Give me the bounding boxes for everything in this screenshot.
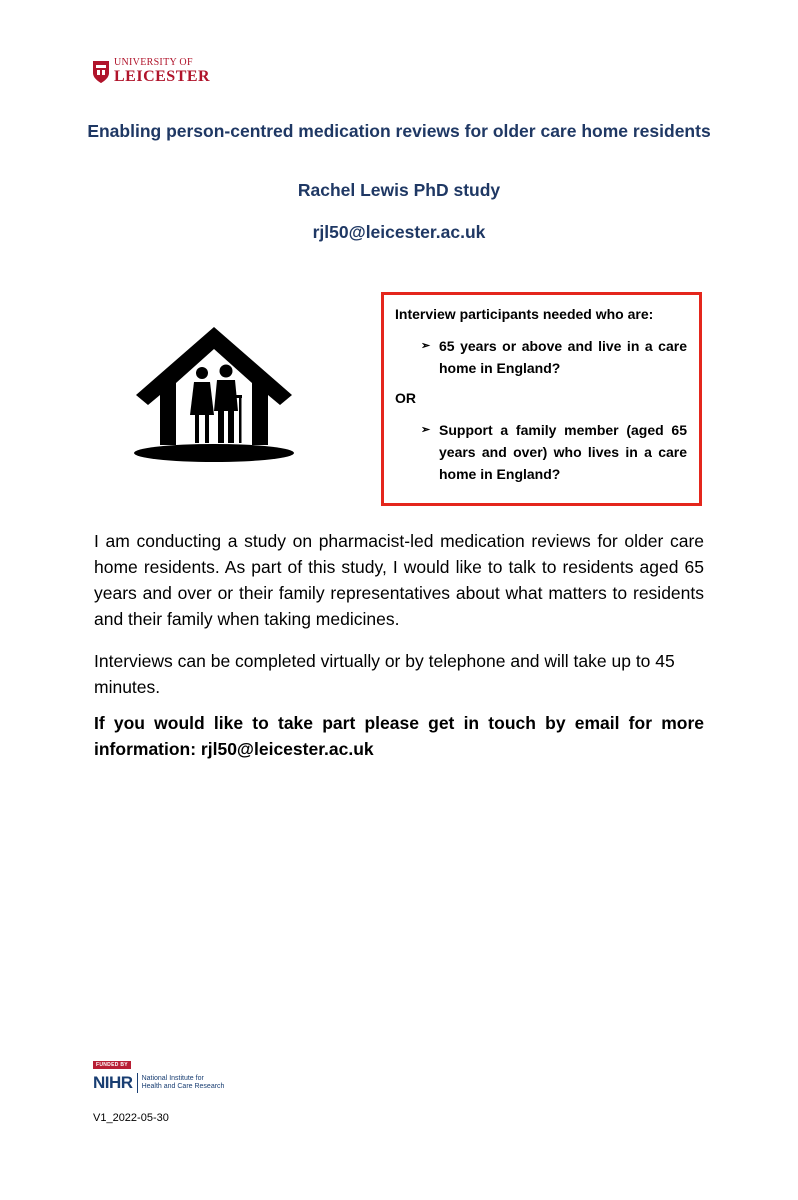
page-title: Enabling person-centred medication reviews for older care home residents xyxy=(87,121,711,141)
university-shield-icon xyxy=(92,60,110,84)
university-logo xyxy=(92,58,210,85)
callout-item-text: 65 years or above and live in a care home in England? xyxy=(439,338,687,376)
callout-item xyxy=(421,335,687,379)
intro-paragraph: I am conducting a study on pharmacist-led medication reviews for older care home residents. As part of this study, I would like to talk to residents aged 65 years and over or their family representatives about what matters to residents and their family when taking medicines. xyxy=(94,531,704,629)
nihr-mark: NIHR xyxy=(93,1073,133,1092)
arrow-bullet-icon: ➢ xyxy=(421,340,431,352)
logo-line1: UNIVERSITY OF xyxy=(114,57,193,68)
callout-or: OR xyxy=(395,390,416,406)
care-home-icon xyxy=(134,325,294,463)
callout-item xyxy=(421,419,687,485)
contact-paragraph: If you would like to take part please get in touch by email for more information: rjl50@leicester.ac.uk xyxy=(94,713,704,759)
callout-item-text: Support a family member (aged 65 years and over) who lives in a care home in England? xyxy=(439,422,687,482)
version-label: V1_2022-05-30 xyxy=(93,1112,169,1124)
funded-by-label: FUNDED BY xyxy=(93,1061,131,1069)
participants-callout xyxy=(381,292,702,506)
logo-line2: LEICESTER xyxy=(114,68,211,85)
nihr-divider xyxy=(137,1073,138,1093)
nihr-logo xyxy=(93,1053,224,1093)
arrow-bullet-icon: ➢ xyxy=(421,424,431,436)
study-subtitle: Rachel Lewis PhD study xyxy=(297,180,501,200)
contact-email-heading[interactable]: rjl50@leicester.ac.uk xyxy=(312,222,486,242)
interview-paragraph: Interviews can be completed virtually or by telephone and will take up to 45 minutes. xyxy=(94,651,675,697)
callout-heading: Interview participants needed who are: xyxy=(395,306,654,322)
nihr-name-line2: Health and Care Research xyxy=(141,1083,225,1090)
nihr-name-line1: National Institute for xyxy=(141,1075,204,1082)
